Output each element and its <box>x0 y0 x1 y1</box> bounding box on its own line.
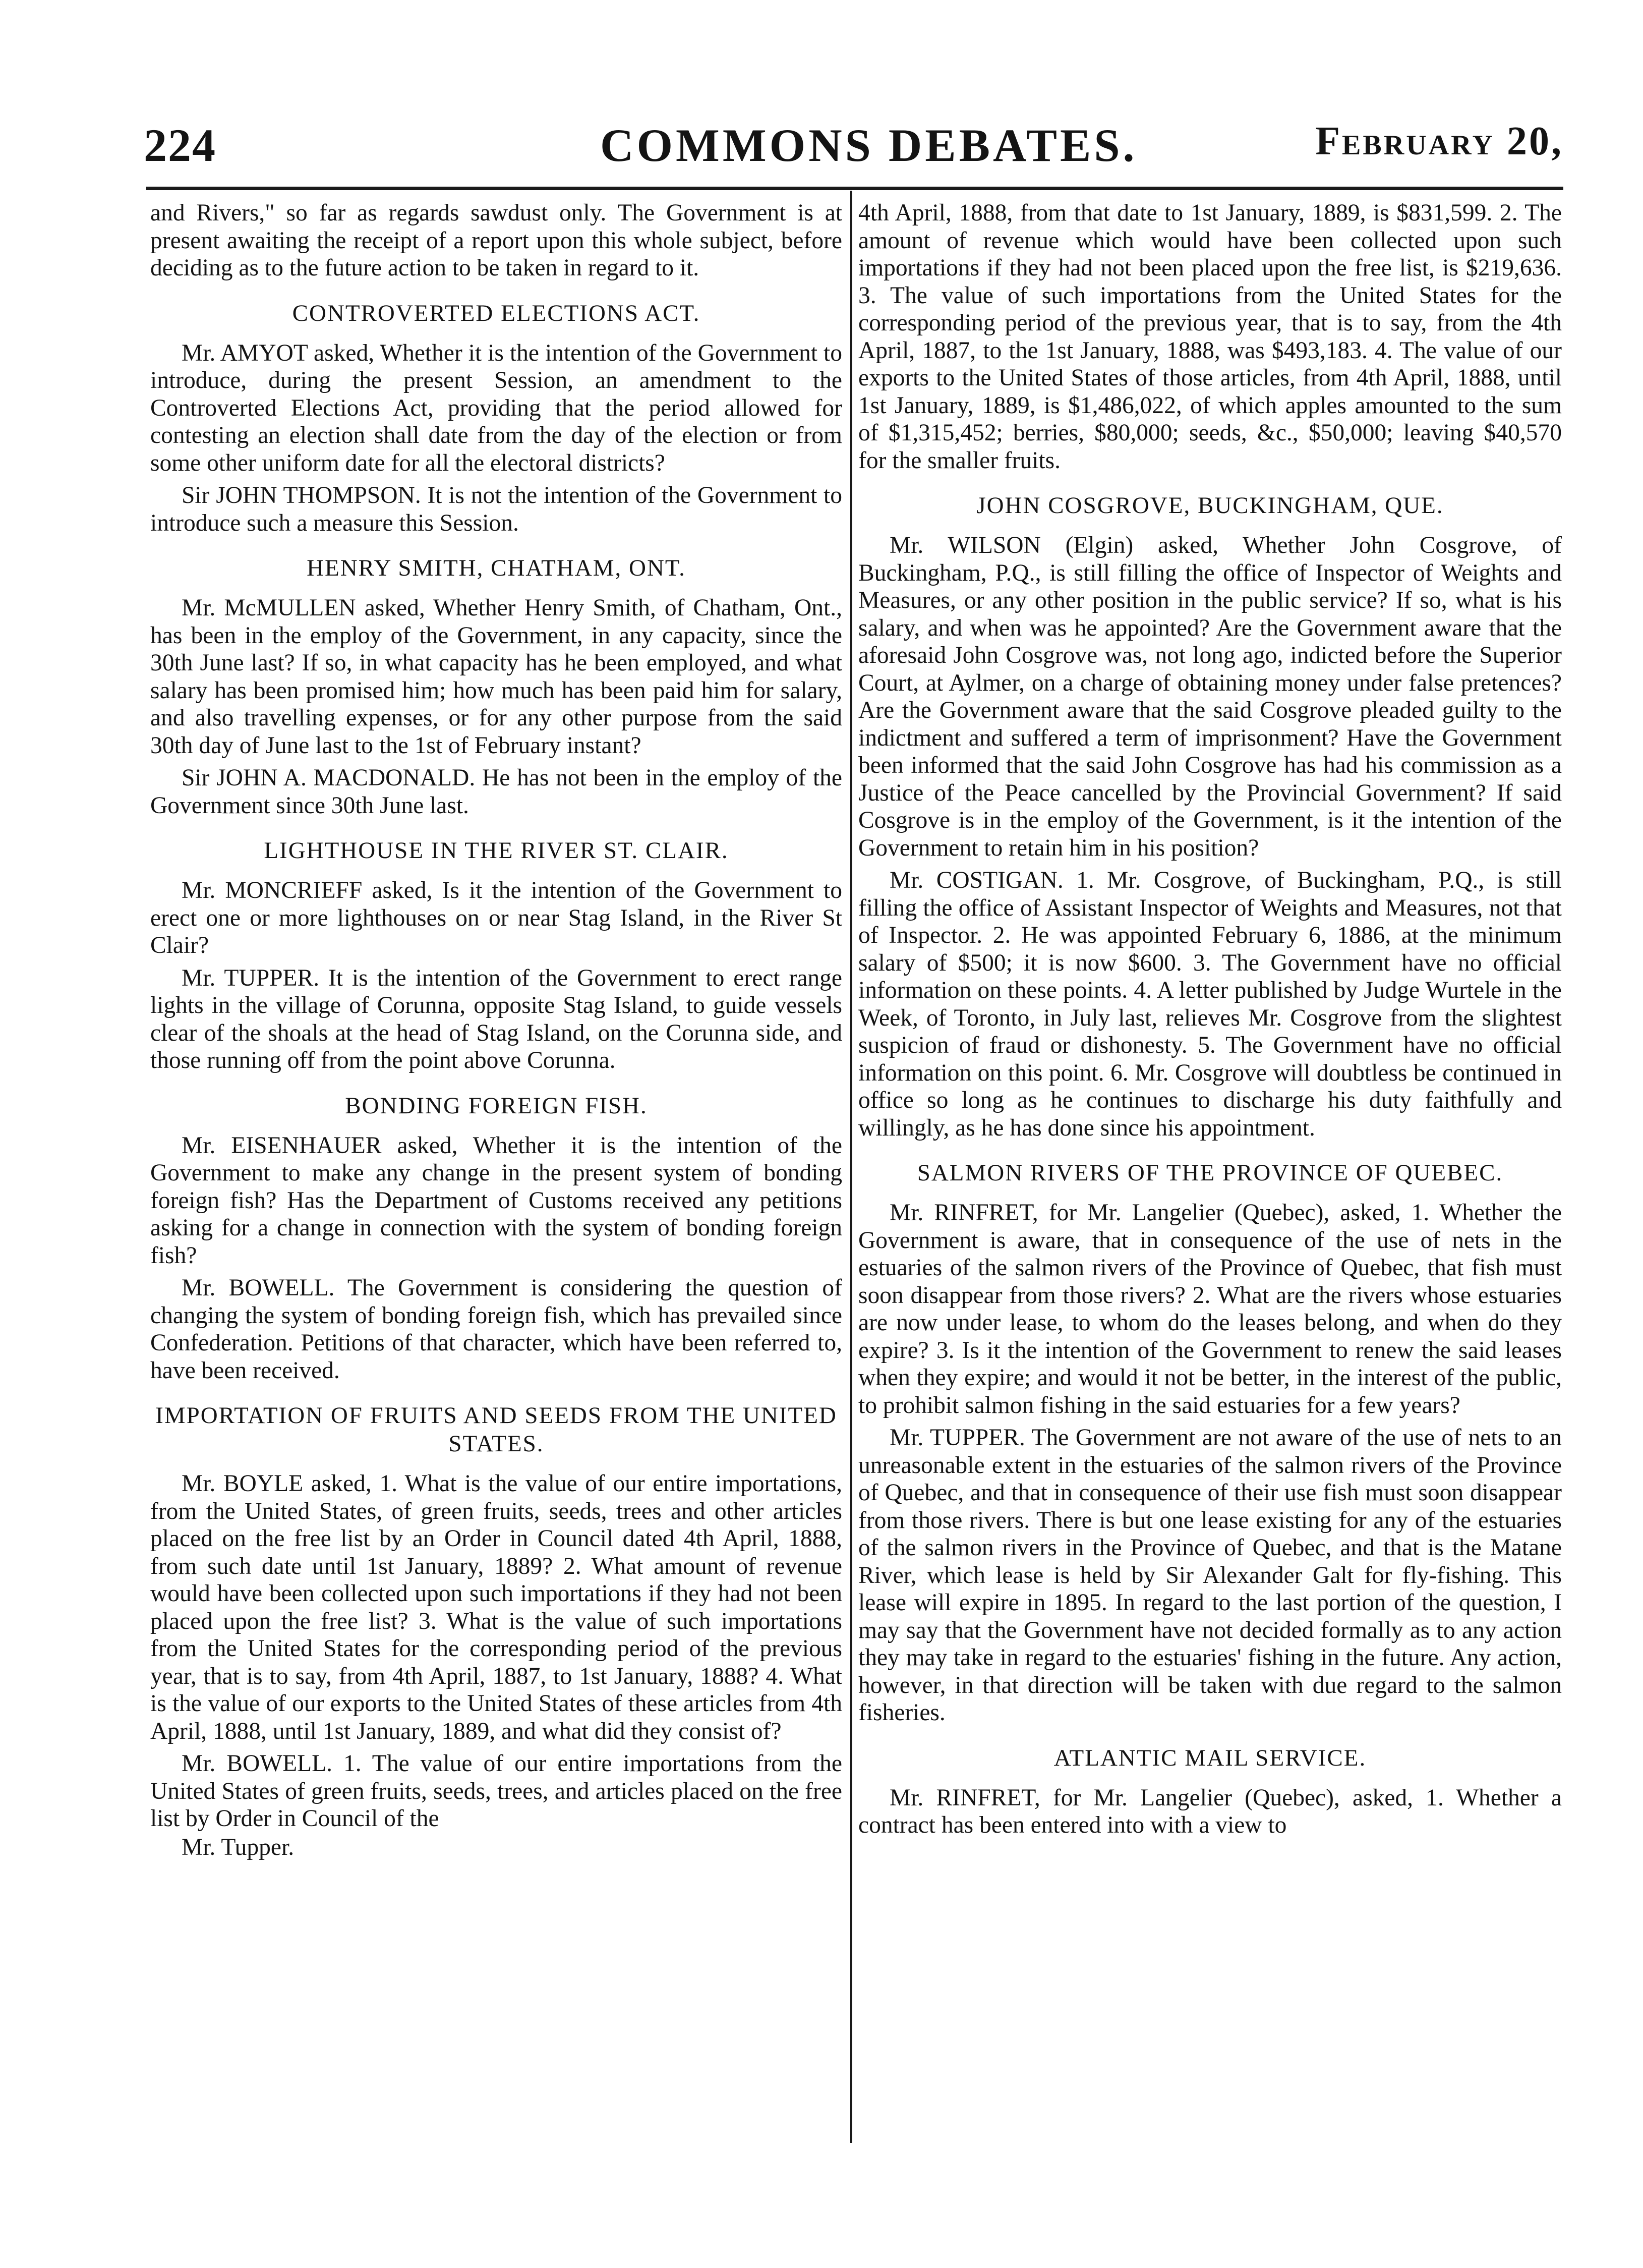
section-heading: CONTROVERTED ELECTIONS ACT. <box>292 300 700 326</box>
paragraph: Mr. BOWELL. 1. The value of our entire importations from the United States of green fruits, seeds, trees, and articles placed on the free list by Order in Council of the <box>150 1750 842 1832</box>
publication-title: COMMONS DEBATES. <box>600 120 1138 171</box>
paragraph: Mr. COSTIGAN. 1. Mr. Cosgrove, of Buckingham, P.Q., is still filling the office of Assistant Inspector of Weights and Measures, not that of Inspector. 2. He was appointed February 6, 1886, at the minimum salary of $500; it is now $600. 3. The Government have no official information on these points. 4. A letter published by Judge Wurtele in the Week, of Toronto, in July last, relieves Mr. Cosgrove from the slightest suspicion of fraud or dishonesty. 5. The Government have no official information on this point. 6. Mr. Cosgrove will doubtless be continued in office so long as he continues to discharge his duty faithfully and willingly, as he has done since his appointment. <box>858 867 1562 1141</box>
section-heading: JOHN COSGROVE, BUCKINGHAM, QUE. <box>976 492 1444 519</box>
paragraph: Mr. BOYLE asked, 1. What is the value of our entire importations, from the United States, of green fruits, seeds, trees and other articles placed on the free list by an Order in Council dated 4th April, 1888, from such date until 1st January, 1889? 2. What amount of revenue would have been collected upon such importations if they had not been placed upon the free list? 3. What is the value of such importations from the United States for the corresponding period of the previous year, that is to say, from 4th April, 1887, to 1st January, 1888? 4. What is the value of our exports to the United States of these articles from 4th April, 1888, until 1st January, 1889, and what did they consist of? <box>150 1470 842 1744</box>
column-divider <box>850 191 852 2143</box>
paragraph: Sir JOHN A. MACDONALD. He has not been in the employ of the Government since 30th June last. <box>150 765 842 819</box>
paragraph: Mr. AMYOT asked, Whether it is the intention of the Government to introduce, during the present Session, an amendment to the Controverted Elections Act, providing that the period allowed for contesting an election shall date from the day of the election or from some other uniform date for all the electoral districts? <box>150 339 842 476</box>
page-number: 224 <box>144 120 216 171</box>
section-heading: SALMON RIVERS OF THE PROVINCE OF QUEBEC. <box>917 1160 1503 1186</box>
paragraph: and Rivers," so far as regards sawdust only. The Government is at present awaiting the receipt of a report upon this whole subject, before deciding as to the future action to be taken in regard to it. <box>150 200 842 281</box>
section-heading: HENRY SMITH, CHATHAM, ONT. <box>307 555 686 581</box>
right-column <box>858 199 1562 1844</box>
paragraph: Mr. BOWELL. The Government is considering the question of changing the system of bonding foreign fish, which has prevailed since Confederation. Petitions of that character, which have been referred to, have been received. <box>150 1275 842 1384</box>
page-date: February 20, <box>1315 119 1563 163</box>
paragraph: Sir JOHN THOMPSON. It is not the intention of the Government to introduce such a measure this Session. <box>150 482 842 536</box>
paragraph: Mr. EISENHAUER asked, Whether it is the intention of the Government to make any change in the present system of bonding foreign fish? Has the Department of Customs received any petitions asking for a change in connection with the system of bonding foreign fish? <box>150 1132 842 1269</box>
paragraph: Mr. TUPPER. The Government are not aware of the use of nets to an unreasonable extent in the estuaries of the salmon rivers of the Province of Quebec, and that in consequence of their use fish must soon disappear from those rivers. There is but one lease existing for any of the estuaries of the salmon rivers in the Province of Quebec, and that is the Matane River, which lease is held by Sir Alexander Galt for fly-fishing. This lease will expire in 1895. In regard to the last portion of the question, I may say that the Government have not decided formally as to any action they may take in regard to the estuaries' fishing in the future. Any action, however, in that direction will be taken with due regard to the salmon fisheries. <box>858 1425 1562 1726</box>
paragraph: Mr. TUPPER. It is the intention of the Government to erect range lights in the village of Corunna, opposite Stag Island, to guide vessels clear of the shoals at the head of Stag Island, on the Corunna side, and those running off from the point above Corunna. <box>150 965 842 1073</box>
section-heading: ATLANTIC MAIL SERVICE. <box>1053 1744 1367 1771</box>
speaker-footer: Mr. Tupper. <box>182 1834 295 1860</box>
section-heading: LIGHTHOUSE IN THE RIVER ST. CLAIR. <box>264 837 729 864</box>
page-header <box>144 108 1563 179</box>
section-heading: IMPORTATION OF FRUITS AND SEEDS FROM THE UNITED STATES. <box>155 1402 837 1457</box>
header-rule <box>146 187 1563 190</box>
section-heading: BONDING FOREIGN FISH. <box>345 1092 648 1119</box>
paragraph: Mr. RINFRET, for Mr. Langelier (Quebec), asked, 1. Whether the Government is aware, that in consequence of the use of nets in the estuaries of the salmon rivers of the Province of Quebec, that fish must soon disappear from those rivers? 2. What are the rivers whose estuaries are now under lease, to whom do the leases belong, and when do they expire? 3. Is it the intention of the Government to renew the said leases when they expire; and would it not be better, in the interest of the public, to prohibit salmon fishing in the said estuaries for a few years? <box>858 1200 1562 1419</box>
paragraph: 4th April, 1888, from that date to 1st January, 1889, is $831,599. 2. The amount of revenue which would have been collected upon such importations if they had not been placed upon the free list, is $219,636. 3. The value of such importations from the United States for the corresponding period of the previous year, that is to say, from the 4th April, 1887, to the 1st January, 1888, was $493,183. 4. The value of our exports to the United States of those articles, from 4th April, 1888, until 1st January, 1889, is $1,486,022, of which apples amounted to the sum of $1,315,452; berries, $80,000; seeds, &c., $50,000; leaving $40,570 for the smaller fruits. <box>858 200 1562 474</box>
paragraph: Mr. WILSON (Elgin) asked, Whether John Cosgrove, of Buckingham, P.Q., is still filling the office of Inspector of Weights and Measures, or any other position in the public service? If so, what is his salary, and when was he appointed? Are the Government aware that the aforesaid John Cosgrove was, not long ago, indicted before the Superior Court, at Aylmer, on a charge of obtaining money under false pretences? Are the Government aware that the said Cosgrove pleaded guilty to the indictment and suffered a term of imprisonment? Have the Government been informed that the said John Cosgrove has had his commission as a Justice of the Peace cancelled by the Provincial Government? If said Cosgrove is in the employ of the Government, is it the intention of the Government to retain him in his position? <box>858 532 1562 861</box>
left-column <box>150 199 842 1866</box>
paragraph: Mr. McMULLEN asked, Whether Henry Smith, of Chatham, Ont., has been in the employ of the Government, in any capacity, since the 30th June last? If so, in what capacity has he been employed, and what salary has been promised him; how much has been paid him for salary, and also travelling expenses, or for any other purpose from the said 30th day of June last to the 1st of February instant? <box>150 595 842 759</box>
paragraph: Mr. RINFRET, for Mr. Langelier (Quebec), asked, 1. Whether a contract has been entered into with a view to <box>858 1784 1562 1838</box>
paragraph: Mr. MONCRIEFF asked, Is it the intention of the Government to erect one or more lighthouses on or near Stag Island, in the River St Clair? <box>150 877 842 958</box>
